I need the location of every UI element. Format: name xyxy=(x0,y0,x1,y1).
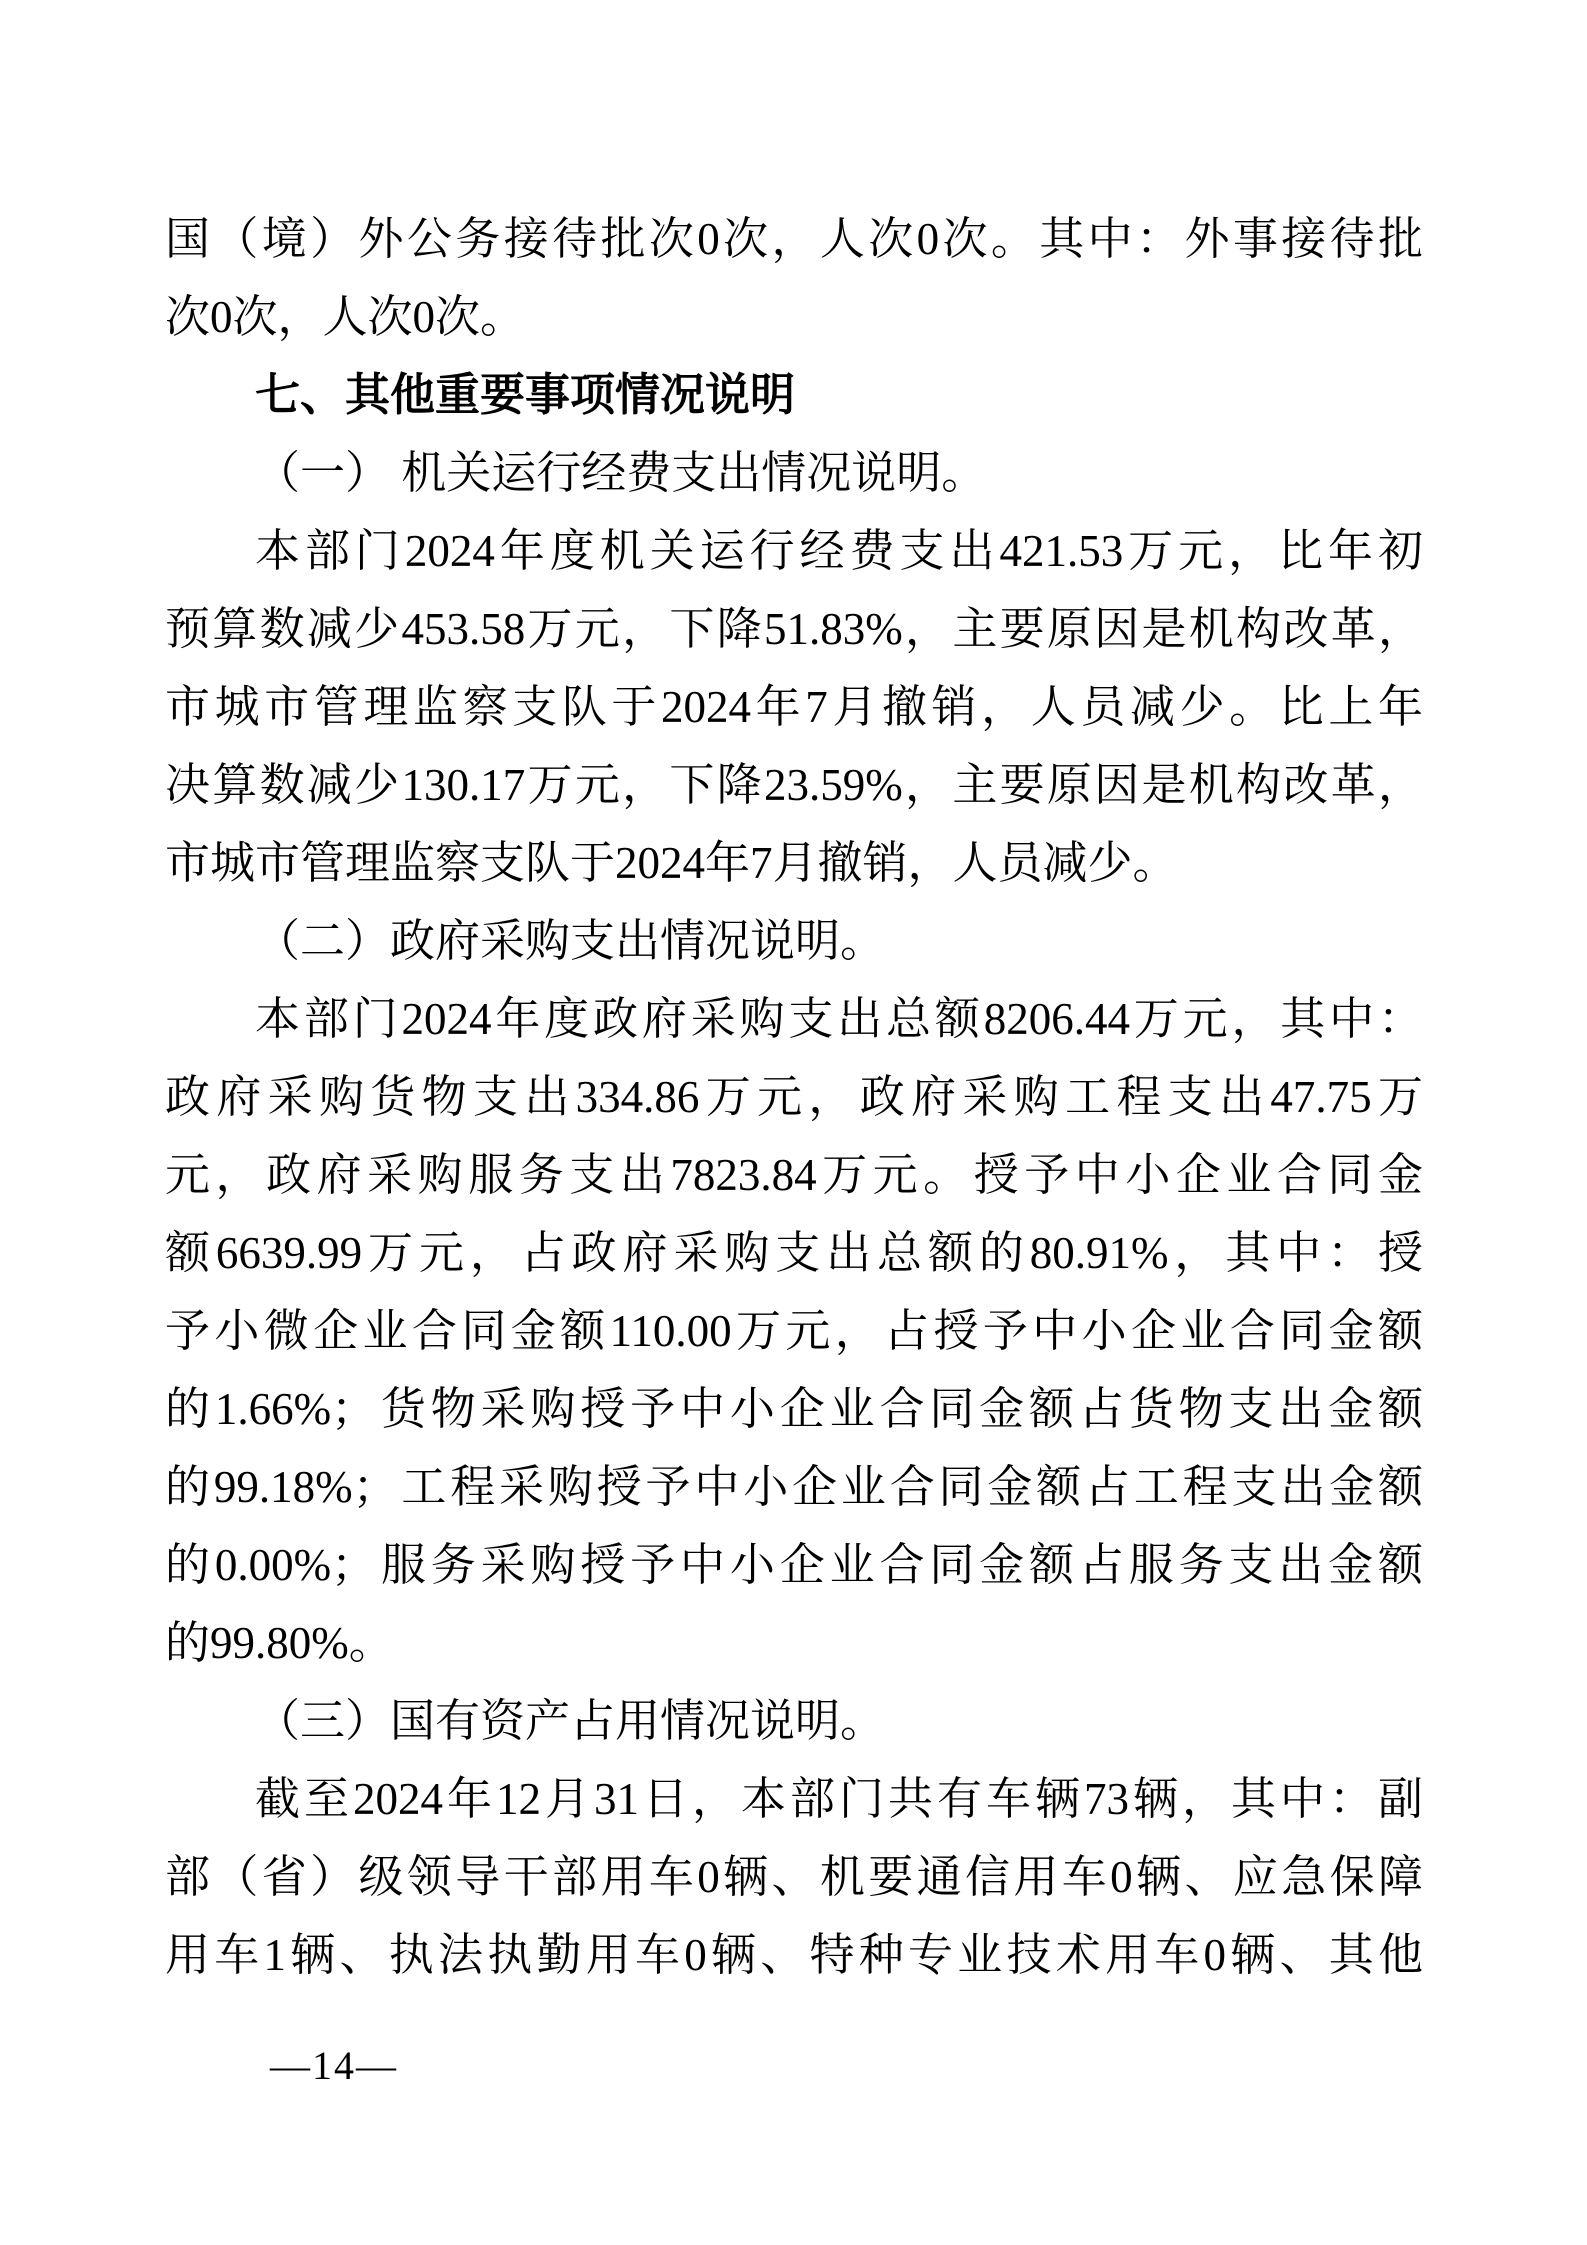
text-line: 元，政府采购服务支出7823.84万元。授予中小企业合同金 xyxy=(165,1150,1423,1200)
text-line: 市城市管理监察支队于2024年7月撤销，人员减少。比上年 xyxy=(165,682,1423,732)
text-line: （三）国有资产占用情况说明。 xyxy=(255,1696,886,1746)
page-number: —14— xyxy=(270,2043,398,2088)
text-line: 本部门2024年度机关运行经费支出421.53万元，比年初 xyxy=(255,526,1423,576)
text-line: 予小微企业合同金额110.00万元，占授予中小企业合同金额 xyxy=(165,1306,1423,1356)
text-line: 国（境）外公务接待批次0次，人次0次。其中：外事接待批 xyxy=(165,214,1423,264)
document-body xyxy=(165,200,1423,1994)
text-line: 的99.80%。 xyxy=(165,1618,394,1668)
text-line: 的0.00%；服务采购授予中小企业合同金额占服务支出金额 xyxy=(165,1540,1423,1590)
text-line: 的1.66%；货物采购授予中小企业合同金额占货物支出金额 xyxy=(165,1384,1423,1434)
text-line: 决算数减少130.17万元，下降23.59%，主要原因是机构改革， xyxy=(165,760,1423,810)
text-line: （一） 机关运行经费支出情况说明。 xyxy=(255,448,987,498)
text-line: 截至2024年12月31日，本部门共有车辆73辆，其中：副 xyxy=(255,1774,1423,1824)
text-line: 次0次，人次0次。 xyxy=(165,292,526,342)
text-line: 额6639.99万元，占政府采购支出总额的80.91%，其中：授 xyxy=(165,1228,1423,1278)
text-line: 七、其他重要事项情况说明 xyxy=(255,370,796,420)
text-line: 市城市管理监察支队于2024年7月撤销，人员减少。 xyxy=(165,838,1178,888)
text-line: 政府采购货物支出334.86万元，政府采购工程支出47.75万 xyxy=(165,1072,1423,1122)
text-line: 预算数减少453.58万元，下降51.83%，主要原因是机构改革， xyxy=(165,604,1423,654)
text-line: 本部门2024年度政府采购支出总额8206.44万元，其中： xyxy=(255,994,1423,1044)
text-line: 部（省）级领导干部用车0辆、机要通信用车0辆、应急保障 xyxy=(165,1852,1423,1902)
text-line: （二）政府采购支出情况说明。 xyxy=(255,916,886,966)
text-line: 用车1辆、执法执勤用车0辆、特种专业技术用车0辆、其他 xyxy=(165,1930,1423,1980)
text-line: 的99.18%；工程采购授予中小企业合同金额占工程支出金额 xyxy=(165,1462,1423,1512)
